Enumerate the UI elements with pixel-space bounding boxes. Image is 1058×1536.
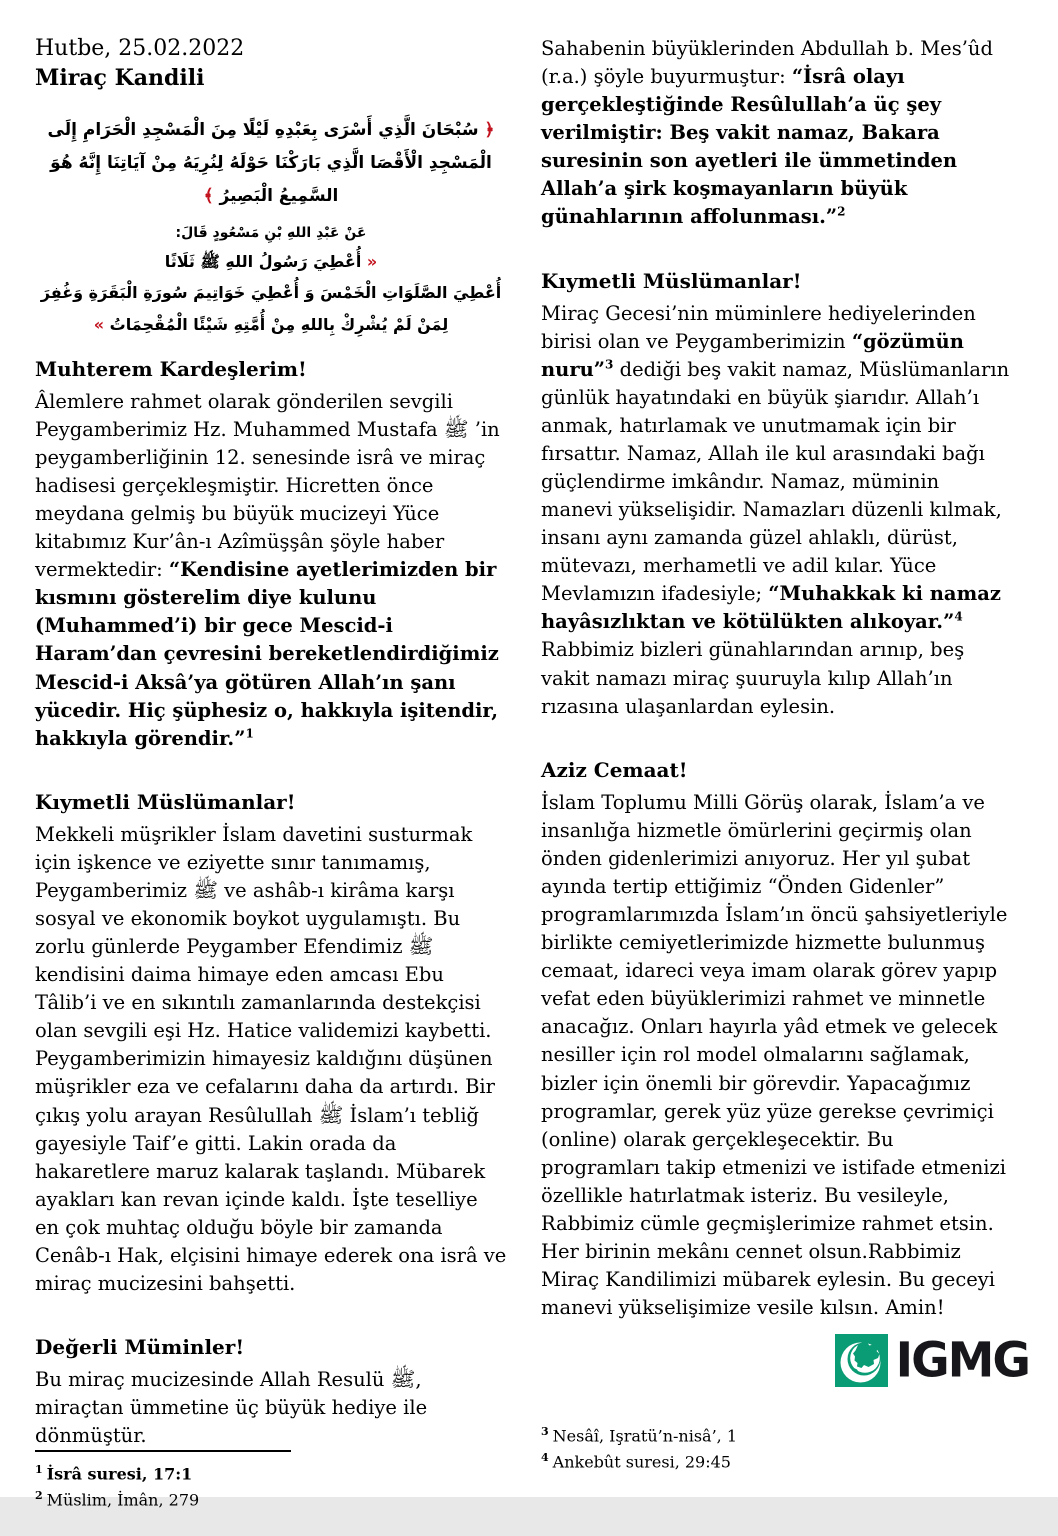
paragraph-abdullah-mesud [541, 35, 1013, 232]
paragraph-bes-vakit-namaz [541, 300, 1013, 721]
footnote-ref-4: 4 [954, 609, 963, 624]
paragraph-onden-gidenler [541, 789, 1013, 1322]
quran-verse-text: سُبْحَانَ الَّذِي أَسْرَى بِعَبْدِهِ لَيْلًا مِنَ الْمَسْجِدِ الْحَرَامِ إِلَى الْمَسْجِدِ الْأَقْصَا الَّذِي بَارَكْنَا حَوْلَهُ لِنُرِيَهُ مِنْ آيَاتِنَا إِنَّهُ هُوَ السَّمِيعُ الْبَصِيرُ [47, 120, 492, 207]
section-heading-muhterem-kardeslerim: Muhterem Kardeşlerim! [35, 356, 307, 381]
text-run: İslam’ı tebliğ gayesiyle Taif’e gitti. Lakin orada da hakaretlere maruz kalarak taşlandı. Mübarek ayakları kan revan içinde kaldı. İşte teselliye en çok muhtaç olduğu böyle bir zamanda Cenâb-ı Hak, elçisini himaye ederek ona isrâ ve miraç mucizesini bahşetti. [35, 1103, 507, 1296]
footnote-text: İsrâ suresi, 17:1 [46, 1464, 193, 1484]
ornate-bracket-open: ﴿ [484, 120, 495, 141]
text-run: Mekkeli müşrikler İslam davetini susturmak için işkence ve eziyette sınır tanımamış, Peygamberimiz [35, 822, 473, 902]
footnote-marker: 2 [35, 1489, 43, 1503]
footnote-2 [35, 1487, 507, 1513]
section-heading-aziz-cemaat: Aziz Cemaat! [541, 757, 688, 782]
guillemet-close: » [93, 314, 105, 334]
text-run: ’in peygamberliğinin 12. senesinde isrâ ve miraç hadisesi gerçekleşmiştir. Hicretten önce meydana gelmiş bu büyük mucizeyi Yüce kitabımız Kur’ân-ı Azîmüşşân şöyle haber vermektedir: [35, 417, 500, 582]
footnote-text: Müslim, İmân, 279 [46, 1490, 200, 1510]
footnote-ref-3: 3 [605, 357, 614, 372]
left-column [35, 35, 507, 1510]
ayet-bold: “Muhakkak ki namaz hayâsızlıktan ve kötülükten alıkoyar.” [541, 582, 1001, 634]
salawat-calligraphy: ﷺ [193, 877, 218, 902]
footnotes-left [35, 1450, 507, 1535]
date-line: Hutbe, 25.02.2022 [35, 36, 245, 61]
footnote-marker: 1 [35, 1463, 43, 1477]
quran-translation-bold: “Kendisine ayetlerimizden bir kısmını gösterelim diye kulunu (Muhammed’i) bir gece Mescid-i Haram’dan çevresini bereketlendirdiğimiz Mescid-i Aksâ’ya götüren Allah’ın şanı yücedir. Hiç şüphesiz o, hakkıyla işitendir, hakkıyla görendir.” [35, 558, 499, 750]
hadith-translation-bold: “İsrâ olayı gerçekleştiğinde Resûlullah’a üç şey verilmiştir: Beş vakit namaz, Bakara suresinin son ayetleri ile ümmetinden Allah’a şirk koşmayanların büyük günahlarının affolunması.” [541, 65, 958, 229]
text-run: dediği beş vakit namaz, Müslümanların günlük hayatındaki en büyük şiarıdır. Allah’ı anmak, hatırlamak ve unutmamak için bir fırsattır. Namaz, Allah ile kul arasındaki bağı güçlendirme imkândır. Namaz, müminin manevi yükselişidir. Namazları düzenli kılmak, insanı aynı zamanda güzel ahlaklı, dürüst, mütevazı, merhametli ve adil kılar. Yüce Mevlamızın ifadesiyle; [541, 357, 1010, 606]
footnote-ref-2: 2 [837, 204, 846, 219]
paragraph-mekke-boykot [35, 821, 507, 1298]
igmg-logo [835, 1334, 1029, 1387]
text-run: kendisini daima himaye eden amcası Ebu Tâlib’i ve en sıkıntılı zamanlarında destekçisi olan sevgili eşi Hz. Hatice validemizi kaybetti. Peygamberimizin himayesiz kaldığını düşünen müşrikler eza ve cefalarını daha da artırdı. Bir çıkış yolu arayan Resûlullah [35, 963, 495, 1127]
right-column [541, 35, 1029, 1497]
footnote-marker: 4 [541, 1450, 549, 1464]
salawat-calligraphy: ﷺ [443, 416, 469, 441]
footnote-3 [541, 1423, 1013, 1449]
hadith-narration: عَنْ عَبْدِ اللهِ بْنِ مَسْعُودٍ قَالَ: [175, 224, 367, 241]
globe-crescent-icon [835, 1334, 888, 1387]
paragraph-uc-hediye [35, 1366, 507, 1450]
text-run: Bu miraç mucizesinde Allah Resulü [35, 1368, 391, 1392]
footnote-4 [541, 1449, 1013, 1475]
text-run: Rabbimiz bizleri günahlarından arınıp, beş vakit namazı miraç şuuruyla kılıp Allah’ın rızasına ulaşanlardan eylesin. [541, 638, 965, 718]
arabic-quotation-block [35, 114, 507, 340]
paragraph-mirac-intro [35, 388, 507, 753]
text-run: , miraçtan ümmetine üç büyük hediye ile dönmüştür. [35, 1368, 428, 1448]
section-heading-kiymetli-muslumanlar-left: Kıymetli Müslümanlar! [35, 789, 296, 814]
footnote-1 [35, 1461, 507, 1487]
hadith-text [35, 246, 507, 340]
text-run: İslam Toplumu Milli Görüş olarak, İslam’a ve insanlığa hizmetle ömürlerini geçirmiş olan önden gidenlerimizi anıyoruz. Her yıl şubat ayında tertip ettiğimiz “Önden Gidenler” programlarımızda İslam’ın öncü şahsiyetleriyle birlikte cemiyetlerimizde hizmette bulunmuş cemaat, idareci veya imam olarak görev yapıp vefat eden büyüklerimizi rahmet ve minnetle anacağız. Onları hayırla yâd etmek ve gelecek nesiller için rol model olmalarını sağlamak, bizler için önemli bir görevdir. Yapacağımız programlar, gerek yüz yüze gerekse çevrimiçi (online) olarak gerçekleşecektir. Bu programları takip etmenizi ve istifade etmenizi özellikle hatırlatmak isteriz. Bu vesileyle, Rabbimiz cümle geçmişlerimize rahmet etsin. Her birinin mekânı cennet olsun.Rabbimiz Miraç Kandilimizi mübarek eylesin. Bu geceyi manevi yükselişimize vesile kılsın. Amin! [541, 790, 1008, 1320]
gozumun-nuru-bold: “gözümün nuru” [541, 329, 964, 381]
section-heading-kiymetli-muslumanlar-right: Kıymetli Müslümanlar! [541, 268, 802, 293]
footnote-text: Ankebût suresi, 29:45 [552, 1452, 731, 1472]
ornate-bracket-close: ﴾ [203, 186, 214, 207]
footnote-ref-1: 1 [245, 726, 254, 741]
salawat-calligraphy: ﷺ [408, 934, 434, 959]
footnote-marker: 3 [541, 1424, 549, 1438]
footnote-text: Nesâî, Işratü’n-nisâ’, 1 [552, 1426, 738, 1446]
footnote-divider [35, 1450, 291, 1452]
logo-wordmark: IGMG [895, 1332, 1029, 1389]
section-heading-degerli-muminler: Değerli Müminler! [35, 1335, 245, 1360]
guillemet-open: « [366, 252, 378, 272]
document-header [35, 35, 507, 92]
salawat-calligraphy: ﷺ [390, 1367, 416, 1392]
hadith-line-1: أُعْطِيَ رَسُولُ اللهِ ﷺ ثَلَاثًا [164, 252, 362, 272]
document-title: Miraç Kandili [35, 64, 205, 91]
text-run: Âlemlere rahmet olarak gönderilen sevgili Peygamberimiz Hz. Muhammed Mustafa [35, 389, 453, 441]
salawat-calligraphy: ﷺ [318, 1102, 344, 1127]
hadith-line-2: أُعْطِيَ الصَّلَوَاتِ الْخَمْسَ وَ أُعْطِيَ خَوَاتِيمَ سُورَةِ الْبَقَرَةِ وَغُفِرَ لِمَنْ لَمْ يُشْرِكْ بِاللهِ مِنْ أُمَّتِهِ شَيْئًا الْمُقْحِمَاتُ [40, 283, 502, 334]
quran-verse [35, 114, 507, 213]
text-run: Sahabenin büyüklerinden Abdullah b. Mes’ûd (r.a.) şöyle buyurmuştur: [541, 37, 993, 89]
footnotes-right [541, 1423, 1013, 1497]
text-run: ve ashâb-ı kirâma karşı sosyal ve ekonomik boykot uygulamıştı. Bu zorlu günlerde Peygamber Efendimiz [35, 878, 461, 959]
text-run: Miraç Gecesi’nin müminlere hediyelerinden birisi olan ve Peygamberimizin [541, 301, 976, 353]
